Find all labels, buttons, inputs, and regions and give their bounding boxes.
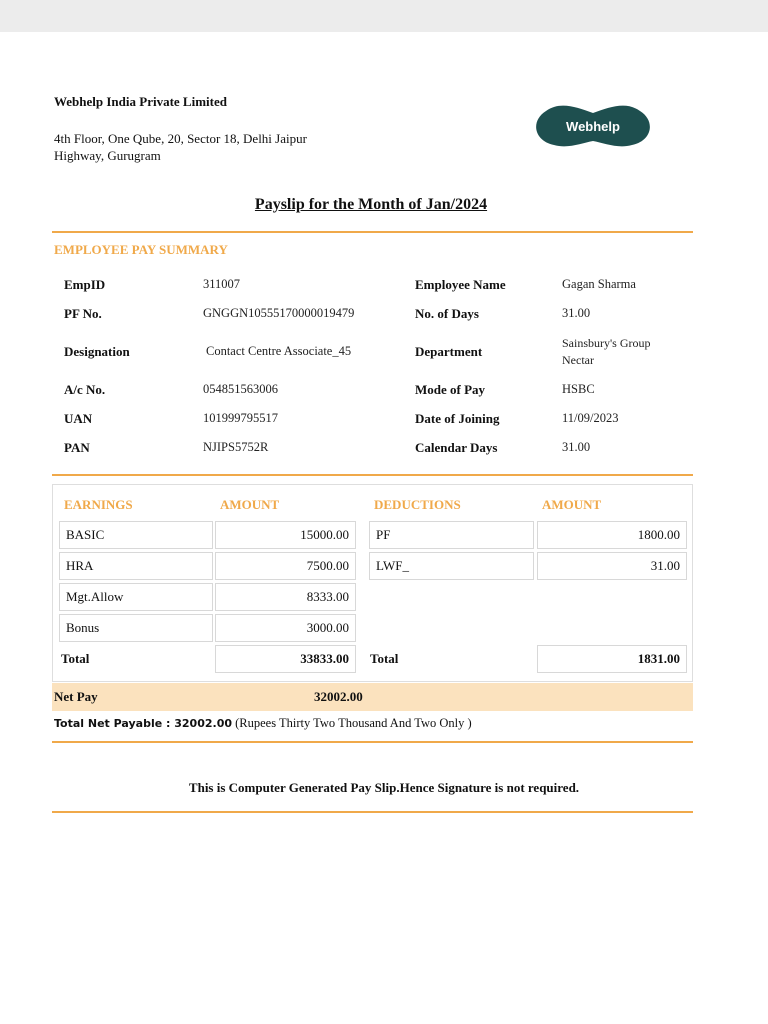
ac-label: A/c No. (64, 382, 106, 397)
net-pay-value: 32002.00 (314, 689, 363, 704)
uan-label: UAN (64, 411, 93, 426)
deduction-label: LWF_ (369, 552, 534, 580)
empid-label: EmpID (64, 277, 106, 292)
webhelp-logo (532, 103, 654, 151)
deduction-amount: 1800.00 (537, 521, 687, 549)
doj-value: 11/09/2023 (562, 411, 619, 425)
divider (52, 231, 693, 233)
earnings-amount-header: AMOUNT (220, 497, 280, 512)
deductions-header: DEDUCTIONS (374, 497, 461, 512)
earnings-total: 33833.00 (215, 645, 356, 673)
section-heading: EMPLOYEE PAY SUMMARY (54, 242, 228, 257)
net-payable-words: (Rupees Thirty Two Thousand And Two Only ) (235, 716, 472, 730)
divider (52, 474, 693, 476)
employee-name-value: Gagan Sharma (562, 277, 636, 291)
deductions-amount-header: AMOUNT (542, 497, 602, 512)
calendar-days-label: Calendar Days (415, 440, 498, 455)
ac-value: 054851563006 (203, 382, 278, 396)
net-pay-label: Net Pay (54, 689, 98, 704)
designation-label: Designation (64, 344, 130, 359)
deductions-total: 1831.00 (537, 645, 687, 673)
payslip-title: Payslip for the Month of Jan/2024 (254, 196, 488, 213)
earning-label: HRA (59, 552, 213, 580)
days-value: 31.00 (562, 306, 591, 320)
net-payable-line (54, 716, 472, 731)
deduction-amount: 31.00 (537, 552, 687, 580)
earning-amount: 15000.00 (215, 521, 356, 549)
pan-label: PAN (64, 440, 90, 455)
earning-label: Bonus (59, 614, 213, 642)
designation-value: Contact Centre Associate_45 (206, 344, 352, 358)
address-line-2: Highway, Gurugram (54, 148, 161, 163)
earning-amount: 8333.00 (215, 583, 356, 611)
deductions-total-label: Total (370, 651, 399, 666)
employee-name-label: Employee Name (415, 277, 506, 292)
department-label: Department (415, 344, 483, 359)
mode-of-pay-label: Mode of Pay (415, 382, 486, 397)
top-bar (0, 0, 768, 32)
earnings-total-label: Total (61, 651, 90, 666)
earning-label: BASIC (59, 521, 213, 549)
company-name: Webhelp India Private Limited (54, 94, 227, 109)
earning-label: Mgt.Allow (59, 583, 213, 611)
uan-value: 101999795517 (203, 411, 278, 425)
net-payable-label: Total Net Payable : 32002.00 (54, 717, 232, 730)
mode-of-pay-value: HSBC (562, 382, 595, 396)
footer-note: This is Computer Generated Pay Slip.Hence Signature is not required. (188, 780, 580, 795)
pf-value: GNGGN10555170000019479 (203, 306, 355, 320)
company-address (54, 130, 354, 164)
earnings-header: EARNINGS (64, 497, 133, 512)
pan-value: NJIPS5752R (203, 440, 269, 454)
department-line-1: Sainsbury's Group (562, 336, 651, 350)
earning-amount: 7500.00 (215, 552, 356, 580)
department-value (562, 335, 651, 369)
calendar-days-value: 31.00 (562, 440, 591, 454)
empid-value: 311007 (203, 277, 241, 291)
address-line-1: 4th Floor, One Qube, 20, Sector 18, Delhi Jaipur (54, 131, 307, 146)
department-line-2: Nectar (562, 353, 594, 367)
divider (52, 741, 693, 743)
net-pay-bar (52, 683, 693, 711)
days-label: No. of Days (415, 306, 479, 321)
earning-amount: 3000.00 (215, 614, 356, 642)
logo-text: Webhelp (566, 119, 620, 134)
divider (52, 811, 693, 813)
deduction-label: PF (369, 521, 534, 549)
doj-label: Date of Joining (415, 411, 500, 426)
pf-label: PF No. (64, 306, 102, 321)
